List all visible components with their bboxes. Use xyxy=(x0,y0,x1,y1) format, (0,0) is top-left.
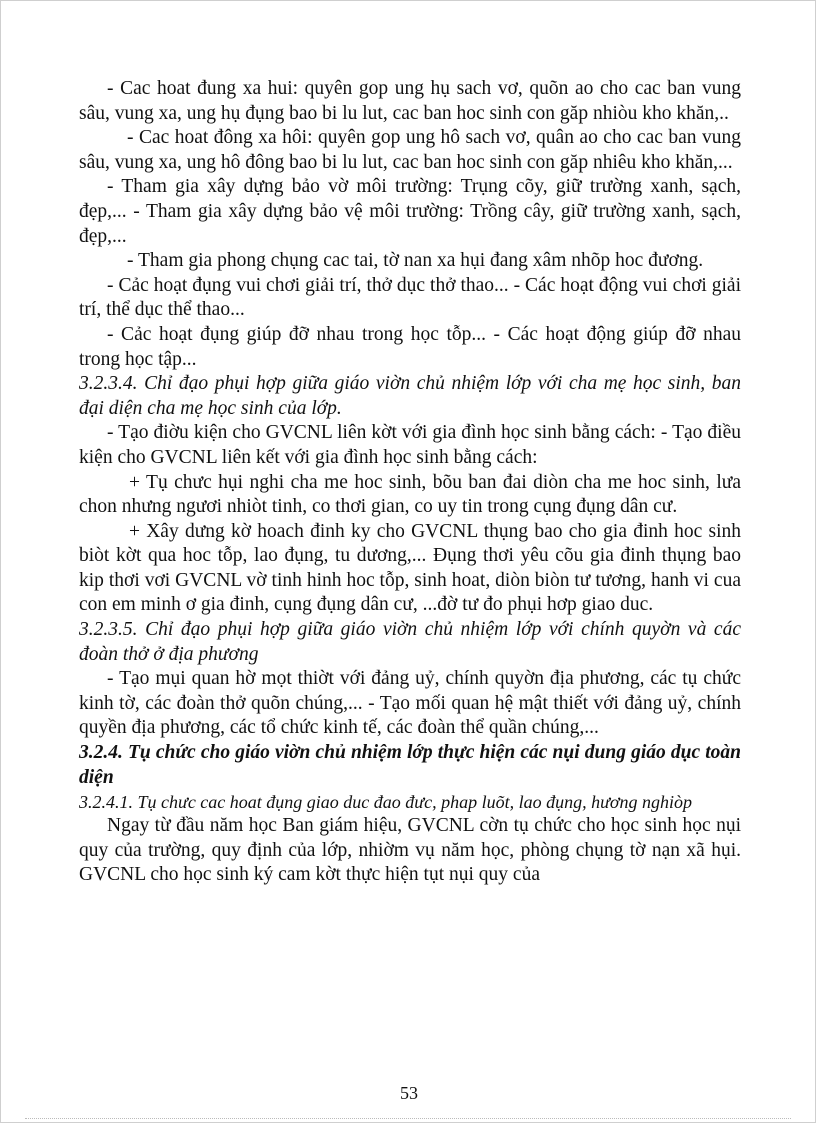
page-bottom-divider xyxy=(25,1118,791,1119)
paragraph-mutual-help: - Cảc hoạt đụng giúp đỡ nhau trong học tỗp... - Các hoạt động giúp đỡ nhau trong học tập... xyxy=(79,323,741,370)
paragraph-social-activities-duplicate: - Cac hoat đông xa hôi: quyên gop ung hô sach vơ, quân ao cho cac ban vung sâu, vung xa, ung hô đông bao bi lu lut, cac ban hoc sinh con găp nhiêu kho khăn,... xyxy=(79,127,741,173)
paragraph-recreation: - Cảc hoạt đụng vui chơi giải trí, thở dục thở thao... - Các hoạt động vui chơi giải trí, thể dục thể thao... xyxy=(79,274,741,321)
paragraph-school-rules: Ngay từ đầu năm học Ban giám hiệu, GVCNL cờn tụ chức cho học sinh học nụi quy của trường, quy định của lớp, nhiờm vụ năm học, phòng chụng tờ nạn xã hụi. GVCNL cho học sinh ký cam kờt thực hiện tụt nụi quy của xyxy=(79,815,741,886)
paragraph-local-relations: - Tạo mụi quan hờ mọt thiờt với đảng uỷ, chính quyờn địa phương, các tụ chức kinh tờ, các đoàn thở quõn chúng,... - Tạo mối quan hệ mật thiết với đảng uỷ, chính quyền địa phương, các tổ chức kinh tế, các đoàn thể quần chúng,... xyxy=(79,668,741,739)
paragraph-parent-meeting: + Tụ chưc hụi nghi cha me hoc sinh, bõu ban đai diòn cha me hoc sinh, lưa chon nhưng ngươi nhiòt tinh, co thơi gian, co uy tin trong cụng đụng dân cư. xyxy=(79,471,741,518)
heading-3-2-4: 3.2.4. Tụ chức cho giáo viờn chủ nhiệm lớp thực hiện các nụi dung giáo dục toàn diện xyxy=(79,742,741,788)
page-number: 53 xyxy=(400,1083,418,1103)
paragraph-prevention: - Tham gia phong chụng cac tai, tờ nan xa hụi đang xâm nhõp hoc đương. xyxy=(127,250,704,272)
paragraph-social-activities: - Cac hoat đung xa hui: quyên gop ung hụ sach vơ, quõn ao cho cac ban vung sâu, vung xa, ung hụ đụng bao bi lu lut, cac ban hoc sinh con găp nhiòu kho khăn,.. xyxy=(79,78,741,124)
paragraph-family-link: - Tạo điờu kiện cho GVCNL liên kờt với gia đình học sinh bằng cách: - Tạo điều kiện cho GVCNL liên kết với gia đình học sinh bằng cách: xyxy=(79,422,741,468)
heading-3-2-4-1: 3.2.4.1. Tụ chưc cac hoat đụng giao duc đao đưc, phap luõt, lao đụng, hương nghiòp xyxy=(79,792,693,813)
heading-3-2-3-5: 3.2.3.5. Chỉ đạo phụi hợp giữa giáo viờn chủ nhiệm lớp với chính quyờn và các đoàn thở ở địa phương xyxy=(79,619,741,665)
paragraph-environment: - Tham gia xây dựng bảo vờ môi trường: Trụng cõy, giữ trường xanh, sạch, đẹp,... - Tham gia xây dựng bảo vệ môi trường: Trồng cây, giữ trường xanh, sạch, đẹp,... xyxy=(79,176,741,247)
document-body xyxy=(79,77,741,888)
heading-3-2-3-4: 3.2.3.4. Chỉ đạo phụi hợp giữa giáo viờn chủ nhiệm lớp với cha mẹ học sinh, ban đại diện cha mẹ học sinh của lớp. xyxy=(79,373,741,419)
paragraph-periodic-plan: + Xây dưng kờ hoach đinh ky cho GVCNL thụng bao cho gia đinh hoc sinh biòt kờt qua hoc tỗp, lao đụng, tu dương,... Đụng thơi yêu cõu gia đinh thụng bao kip thơi vơi GVCNL vờ tinh hinh hoc tỗp, sinh hoat, diòn biòn tư tương, hanh vi cua con em minh ơ gia đinh, cụng đụng dân cư, ...đờ tư đo phụi hơp giao duc. xyxy=(79,520,741,616)
